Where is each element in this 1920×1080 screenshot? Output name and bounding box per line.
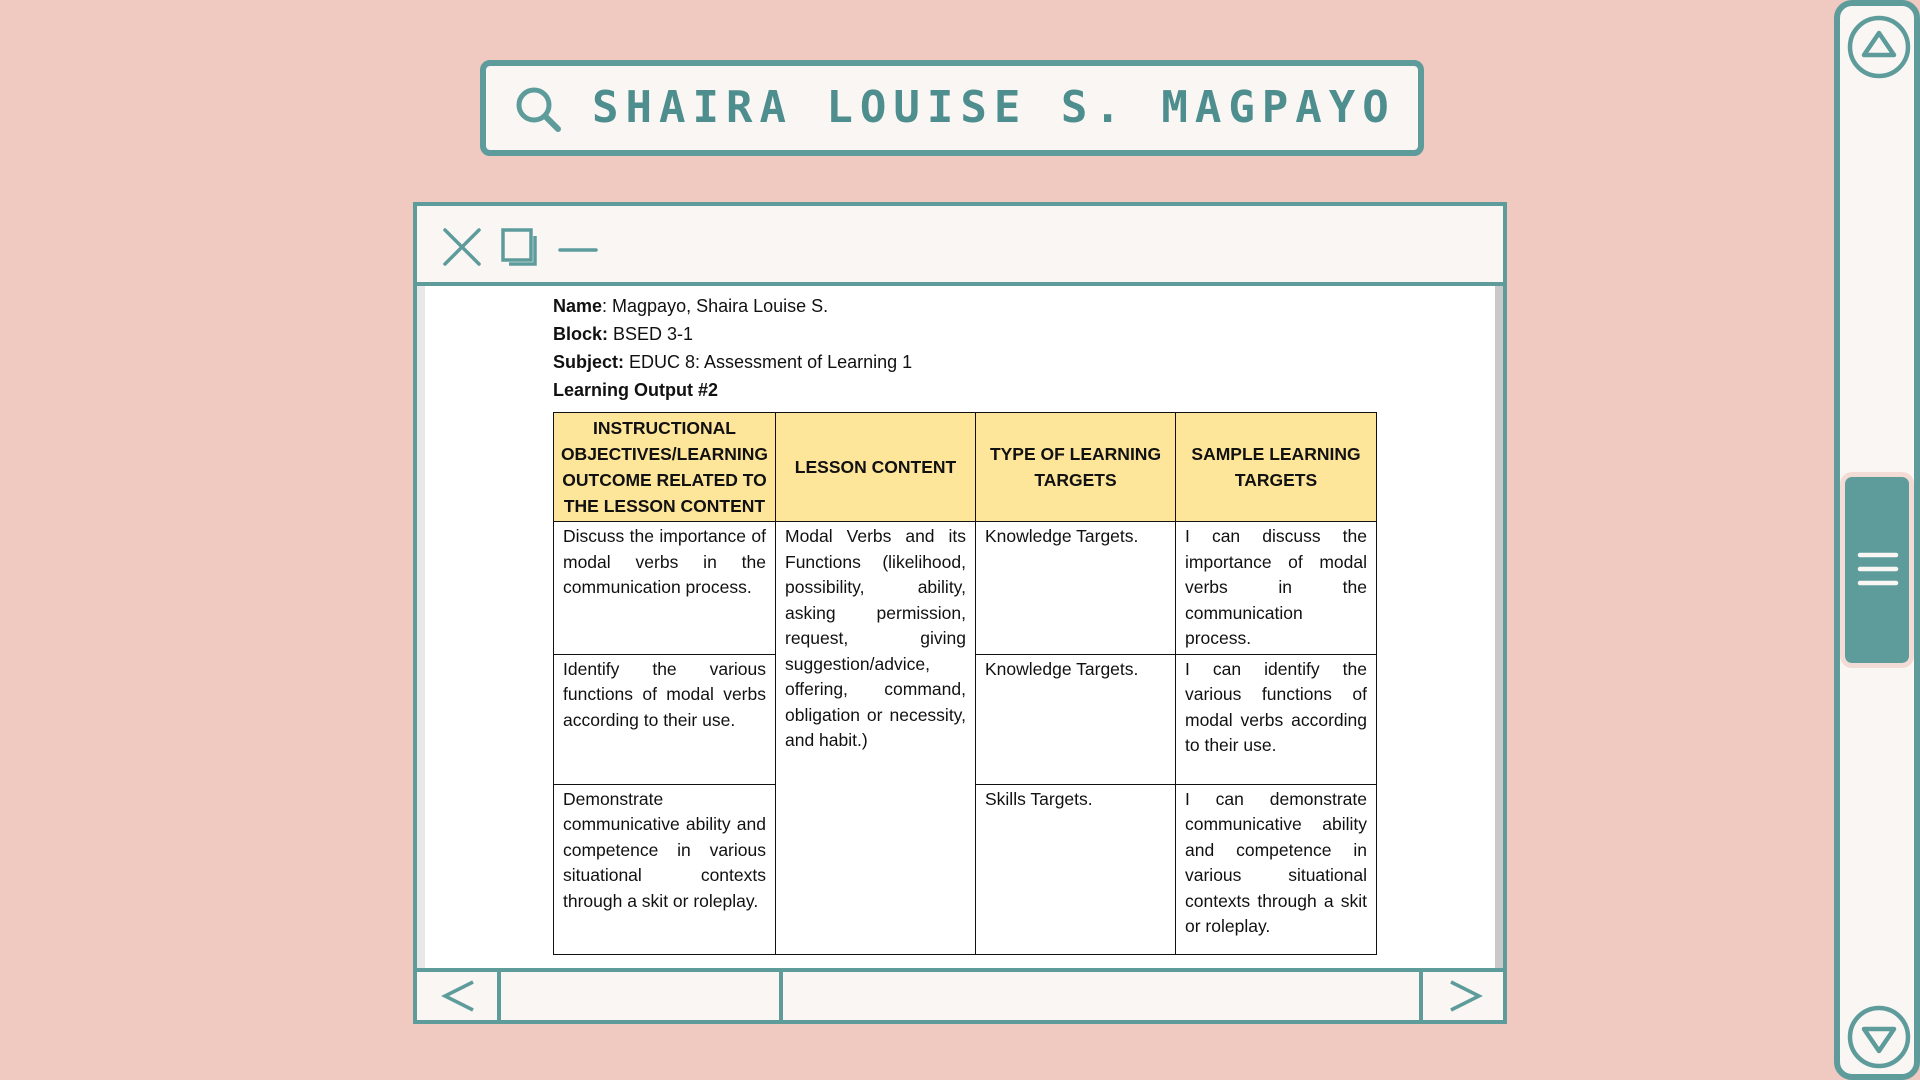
objective-cell: Demonstrate communicative ability and competence in various situational contexts through a skit or roleplay. [554, 784, 776, 954]
learning-targets-table [553, 412, 1377, 955]
arrow-up-circle-icon[interactable] [1846, 14, 1912, 80]
hamburger-icon [1857, 547, 1899, 591]
lesson-content-cell: Modal Verbs and its Functions (likelihood, possibility, ability, asking permission, request, giving suggestion/advice, offering, command, obligation or necessity, and habit.) [776, 522, 976, 955]
type-cell: Skills Targets. [976, 784, 1176, 954]
window-bottom-bar [417, 968, 1503, 1020]
name-label: Name [553, 296, 603, 316]
prev-button[interactable] [417, 972, 501, 1020]
search-text[interactable]: SHAIRA LOUISE S. MAGPAYO [592, 82, 1396, 133]
table-header-row [554, 413, 1377, 522]
objective-cell: Identify the various functions of modal verbs according to their use. [554, 654, 776, 784]
sample-cell: I can discuss the importance of modal verbs in the communication process. [1176, 522, 1377, 655]
objective-cell: Discuss the importance of modal verbs in the communication process. [554, 522, 776, 655]
sample-cell: I can demonstrate communicative ability and competence in various situational contexts through a skit or roleplay. [1176, 784, 1377, 954]
document-viewport[interactable] [417, 286, 1503, 968]
subject-value: EDUC 8: Assessment of Learning 1 [624, 352, 913, 372]
block-value: BSED 3-1 [608, 324, 694, 344]
type-cell: Knowledge Targets. [976, 654, 1176, 784]
window-title-bar [417, 206, 1503, 286]
chevron-right-icon [1445, 978, 1485, 1014]
bottom-bar-segment [501, 972, 783, 1020]
header-lesson-content: LESSON CONTENT [776, 413, 976, 522]
document-page [553, 292, 1383, 955]
block-label: Block: [553, 324, 609, 344]
search-bar[interactable] [480, 60, 1424, 156]
output-label: Learning Output #2 [553, 380, 719, 400]
output-line [553, 376, 1383, 404]
maximize-icon[interactable] [499, 226, 541, 268]
page-scrollbar[interactable] [1834, 0, 1920, 1080]
block-line [553, 320, 1383, 348]
name-line [553, 292, 1383, 320]
table-row [554, 522, 1377, 655]
next-button[interactable] [1419, 972, 1503, 1020]
search-icon [512, 83, 564, 135]
arrow-down-circle-icon[interactable] [1846, 1004, 1912, 1070]
subject-line [553, 348, 1383, 376]
header-type: TYPE OF LEARNING TARGETS [976, 413, 1176, 522]
subject-label: Subject: [553, 352, 625, 372]
document-window [413, 202, 1507, 1024]
minimize-icon[interactable] [557, 226, 599, 268]
header-sample: SAMPLE LEARNING TARGETS [1176, 413, 1377, 522]
close-icon[interactable] [441, 226, 483, 268]
chevron-left-icon [439, 978, 479, 1014]
name-value: : Magpayo, Shaira Louise S. [602, 296, 829, 316]
sample-cell: I can identify the various functions of modal verbs according to their use. [1176, 654, 1377, 784]
scroll-thumb[interactable] [1840, 472, 1914, 668]
header-objectives: INSTRUCTIONAL OBJECTIVES/LEARNING OUTCOME RELATED TO THE LESSON CONTENT [554, 413, 776, 522]
type-cell: Knowledge Targets. [976, 522, 1176, 655]
